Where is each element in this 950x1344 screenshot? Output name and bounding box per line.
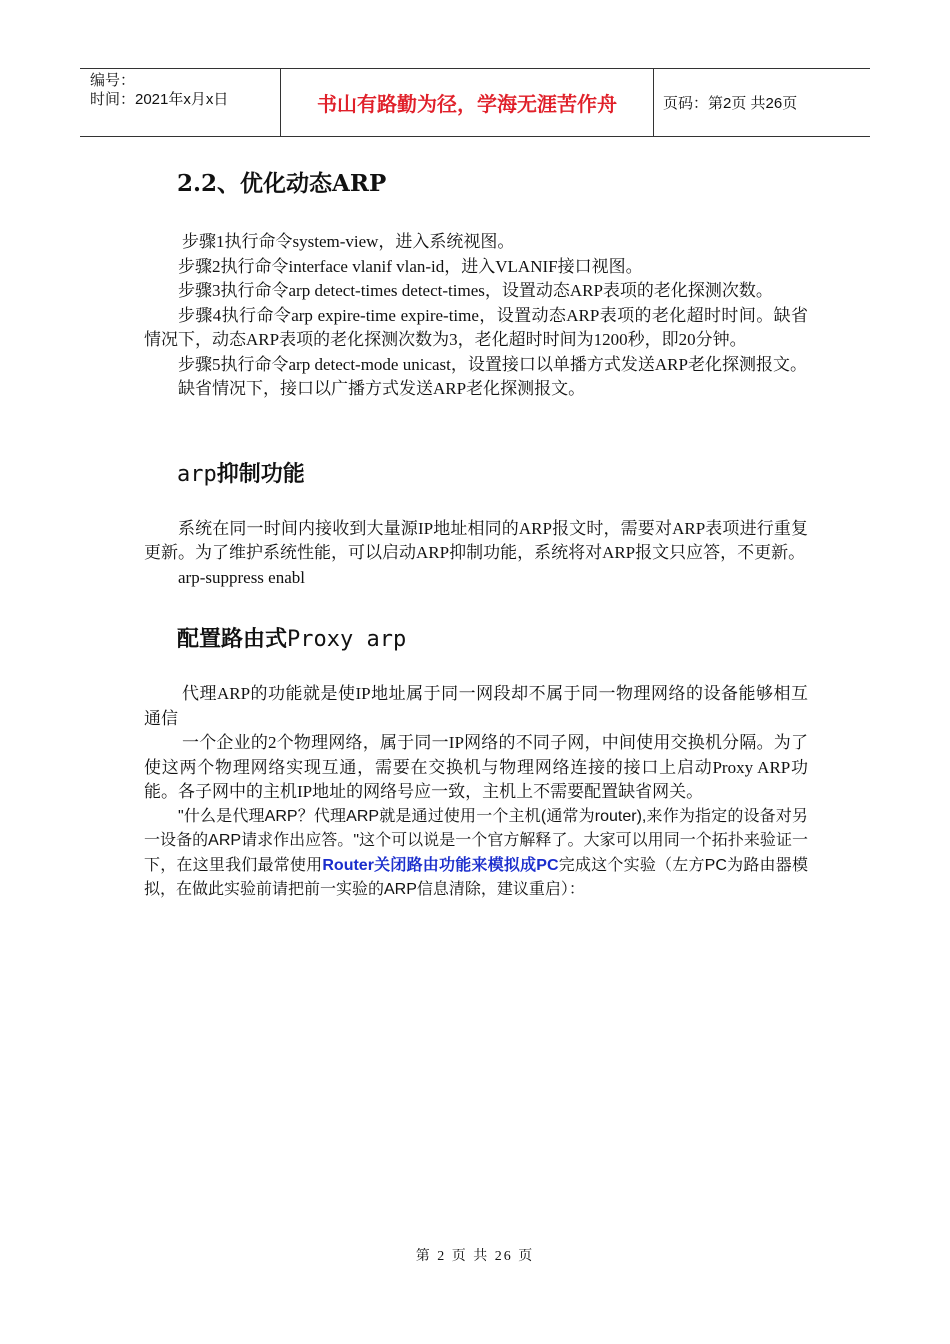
paragraph-suppress-desc: 系统在同一时间内接收到大量源IP地址相同的ARP报文时，需要对ARP表项进行重复更新。为了维护系统性能，可以启动ARP抑制功能，系统将对ARP报文只应答，不更新。 <box>144 518 808 562</box>
section-title-prefix: 配置路由式 <box>177 627 288 652</box>
paragraph-proxy-scenario: 一个企业的2个物理网络，属于同一IP网络的不同子网，中间使用交换机分隔。为了使这两个物理网络实现互通，需要在交换机与物理网络连接的接口上启动Proxy ARP功能。各子网中的主机IP地址的网络号应一致，主机上不需要配置缺省网关。 <box>144 733 808 801</box>
header-motto: 书山有路勤为径，学海无涯苦作舟 <box>281 69 654 136</box>
paragraph-step4: 步骤4执行命令arp expire-time expire-time，设置动态ARP表项的老化超时时间。缺省情况下，动态ARP表项的老化探测次数为3，老化超时时间为1200秒，即20分钟。 <box>144 305 808 349</box>
document-body <box>144 168 808 903</box>
code-label: 编号： <box>90 72 136 89</box>
quote-text-part1: "什么是代理ARP？代理ARP就是通过使用一个主机(通常为router),来作为指定的设备对另一设备的ARP请求作出应答。"这个可以说是一个官方解释了。大家可以用同一个拓扑来验证一下，在这里我们最常使用 <box>144 807 808 874</box>
paragraph-suppress-cmd: arp-suppress enabl <box>178 567 305 587</box>
paragraph-step1: 步骤1执行命令system-view，进入系统视图。 <box>182 232 515 251</box>
paragraph-step3: 步骤3执行命令arp detect-times detect-times，设置动态ARP表项的老化探测次数。 <box>178 281 773 300</box>
paragraph-default-broadcast: 缺省情况下，接口以广播方式发送ARP老化探测报文。 <box>178 379 586 398</box>
quote-highlight: Router关闭路由功能来模拟成PC <box>322 856 559 874</box>
section-title-prefix: arp <box>177 461 217 487</box>
section-title-rest: Proxy arp <box>287 627 407 652</box>
paragraph-proxy-quote <box>144 805 808 903</box>
header-page-info: 页码：第2页 共26页 <box>663 95 798 112</box>
section-title-proxy-arp <box>177 624 808 656</box>
header-meta <box>80 69 281 136</box>
paragraph-proxy-function: 代理ARP的功能就是使IP地址属于同一网段却不属于同一物理网络的设备能够相互通信 <box>144 684 808 728</box>
section-title-rest: 抑制功能 <box>216 461 305 487</box>
date-line: 时间：2021年x月x日 <box>90 91 229 108</box>
paragraph-step2: 步骤2执行命令interface vlanif vlan-id，进入VLANIF接口视图。 <box>178 256 643 276</box>
paragraph-step5: 步骤5执行命令arp detect-mode unicast，设置接口以单播方式发送ARP老化探测报文。 <box>178 354 807 374</box>
section-title-optimize-arp: 2.2、优化动态ARP <box>177 170 387 197</box>
section-title-arp-suppress <box>177 459 808 491</box>
page-header <box>80 68 870 137</box>
page-footer: 第 2 页 共 26 页 <box>415 1249 535 1264</box>
quote-text-part2: 完成这个实验（左方PC为路由器模拟，在做此实验前请把前一实验的ARP信息清除，建议重启）： <box>144 856 808 898</box>
